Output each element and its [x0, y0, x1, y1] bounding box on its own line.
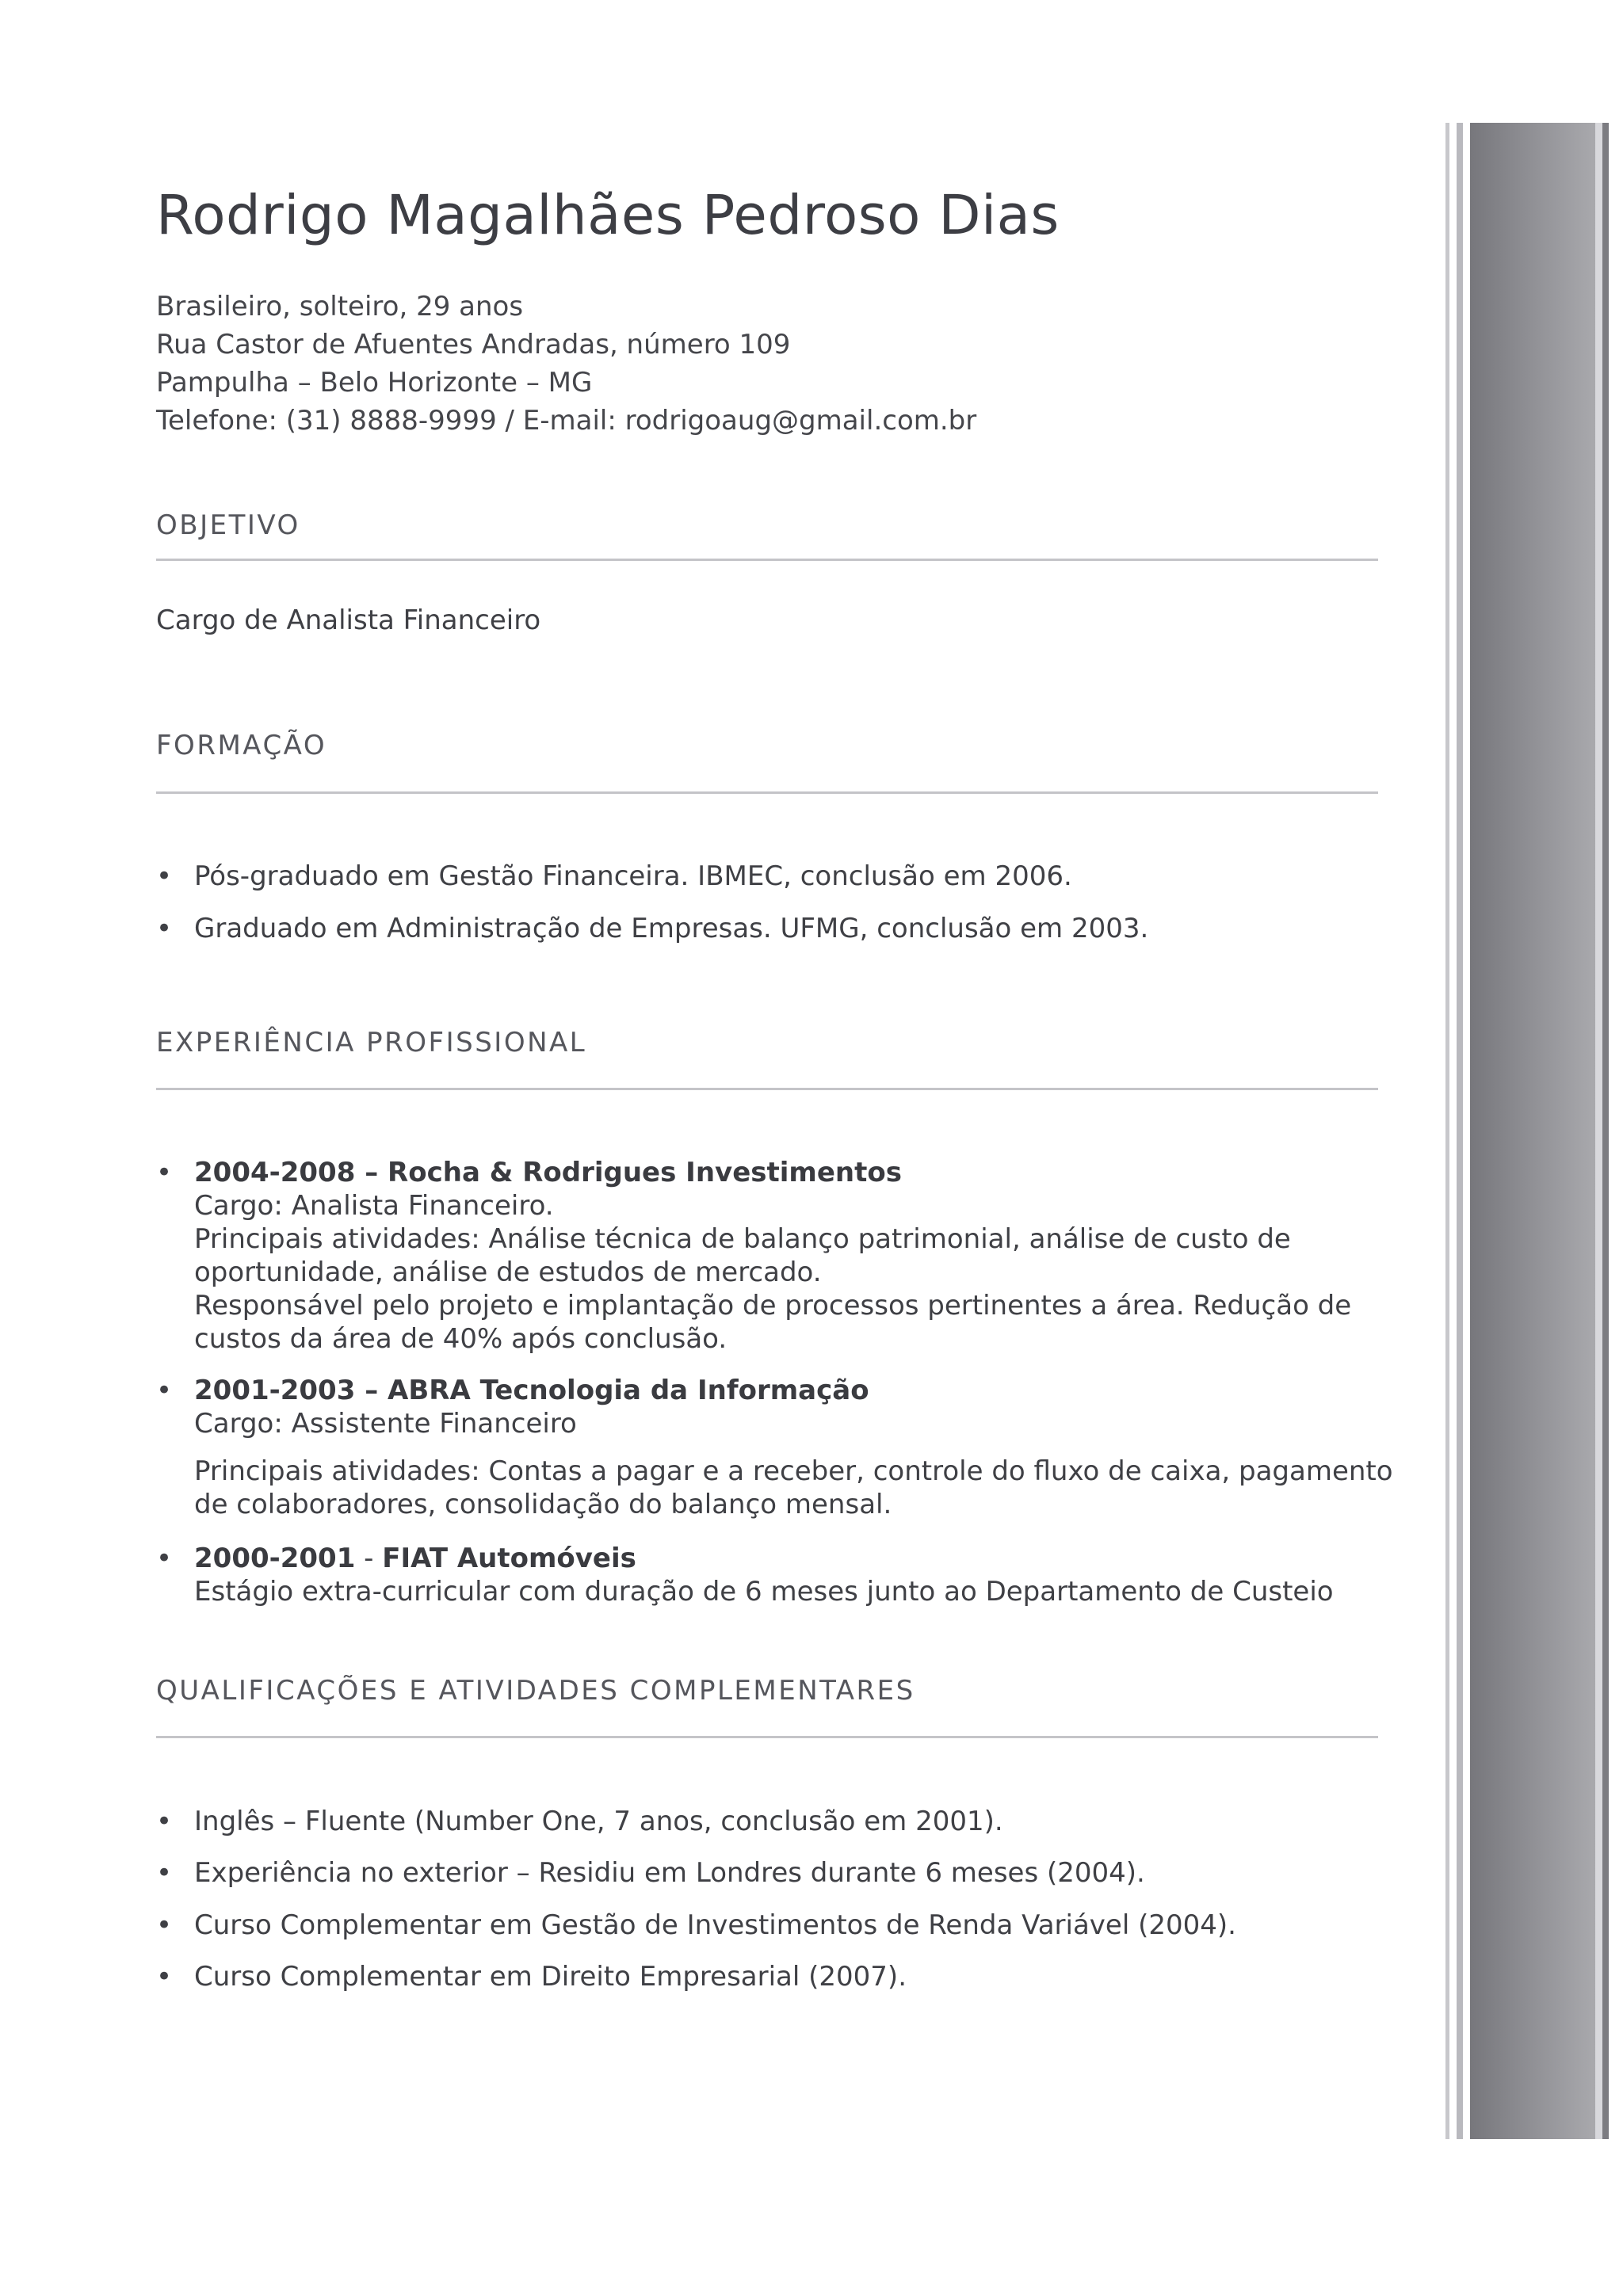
job-period: 2000-2001: [194, 1543, 356, 1574]
formacao-item-text: Graduado em Administração de Empresas. UFMG, conclusão em 2003.: [194, 913, 1149, 944]
section-heading-qualificacoes: QUALIFICAÇÕES E ATIVIDADES COMPLEMENTARES: [156, 1675, 915, 1707]
decorative-bar-thin: [1445, 123, 1449, 2139]
bullet-icon: •: [156, 1806, 173, 1837]
decorative-bar-main: [1470, 123, 1595, 2139]
job-title: 2001-2003 – ABRA Tecnologia da Informação: [194, 1375, 869, 1406]
section-divider: [156, 1736, 1378, 1738]
job-details: [194, 1156, 1351, 1356]
bullet-icon: •: [156, 1375, 173, 1406]
job-line: Cargo: Assistente Financeiro: [194, 1408, 577, 1440]
qualificacao-item-text: Curso Complementar em Gestão de Investimentos de Renda Variável (2004).: [194, 1909, 1236, 1941]
bullet-icon: •: [156, 1543, 173, 1574]
qualificacao-item-text: Experiência no exterior – Residiu em Londres durante 6 meses (2004).: [194, 1857, 1145, 1889]
job-line: Principais atividades: Análise técnica de balanço patrimonial, análise de custo de: [194, 1223, 1291, 1255]
candidate-name: Rodrigo Magalhães Pedroso Dias: [156, 184, 1060, 247]
decorative-bar-edge: [1595, 123, 1602, 2139]
decorative-bar-edge: [1602, 123, 1609, 2139]
qualificacao-item-text: Inglês – Fluente (Number One, 7 anos, conclusão em 2001).: [194, 1806, 1003, 1837]
section-heading-experiencia: EXPERIÊNCIA PROFISSIONAL: [156, 1027, 587, 1058]
job-details: [194, 1374, 1393, 1521]
job-title: 2004-2008 – Rocha & Rodrigues Investimentos: [194, 1157, 902, 1188]
job-line: Responsável pelo projeto e implantação de processos pertinentes a área. Redução de: [194, 1290, 1352, 1322]
bullet-icon: •: [156, 1961, 173, 1993]
contact-address: Rua Castor de Afuentes Andradas, número 109: [156, 329, 791, 360]
job-line: custos da área de 40% após conclusão.: [194, 1323, 727, 1355]
section-heading-formacao: FORMAÇÃO: [156, 730, 327, 761]
job-line: Cargo: Analista Financeiro.: [194, 1190, 554, 1222]
bullet-icon: •: [156, 1909, 173, 1941]
objetivo-text: Cargo de Analista Financeiro: [156, 605, 541, 636]
job-company: FIAT Automóveis: [382, 1543, 636, 1574]
formacao-item-text: Pós-graduado em Gestão Financeira. IBMEC, conclusão em 2006.: [194, 860, 1072, 892]
contact-personal: Brasileiro, solteiro, 29 anos: [156, 291, 524, 322]
bullet-icon: •: [156, 913, 173, 944]
decorative-bar-thin: [1457, 123, 1463, 2139]
section-divider: [156, 791, 1378, 794]
section-heading-objetivo: OBJETIVO: [156, 509, 300, 541]
job-line: Estágio extra-curricular com duração de 6 meses junto ao Departamento de Custeio: [194, 1576, 1334, 1608]
contact-city: Pampulha – Belo Horizonte – MG: [156, 367, 593, 399]
bullet-icon: •: [156, 1157, 173, 1188]
bullet-icon: •: [156, 860, 173, 892]
job-line: de colaboradores, consolidação do balanço mensal.: [194, 1489, 892, 1520]
bullet-icon: •: [156, 1857, 173, 1889]
job-title: [194, 1542, 1334, 1575]
section-divider: [156, 559, 1378, 561]
contact-phone-email: Telefone: (31) 8888-9999 / E-mail: rodrigoaug@gmail.com.br: [156, 405, 977, 437]
job-details: [194, 1542, 1334, 1608]
job-title-separator: -: [355, 1543, 383, 1574]
qualificacao-item-text: Curso Complementar em Direito Empresarial (2007).: [194, 1961, 907, 1993]
job-line: Principais atividades: Contas a pagar e a receber, controle do fluxo de caixa, pagamento: [194, 1455, 1393, 1487]
job-line: oportunidade, análise de estudos de mercado.: [194, 1257, 822, 1288]
section-divider: [156, 1088, 1378, 1090]
